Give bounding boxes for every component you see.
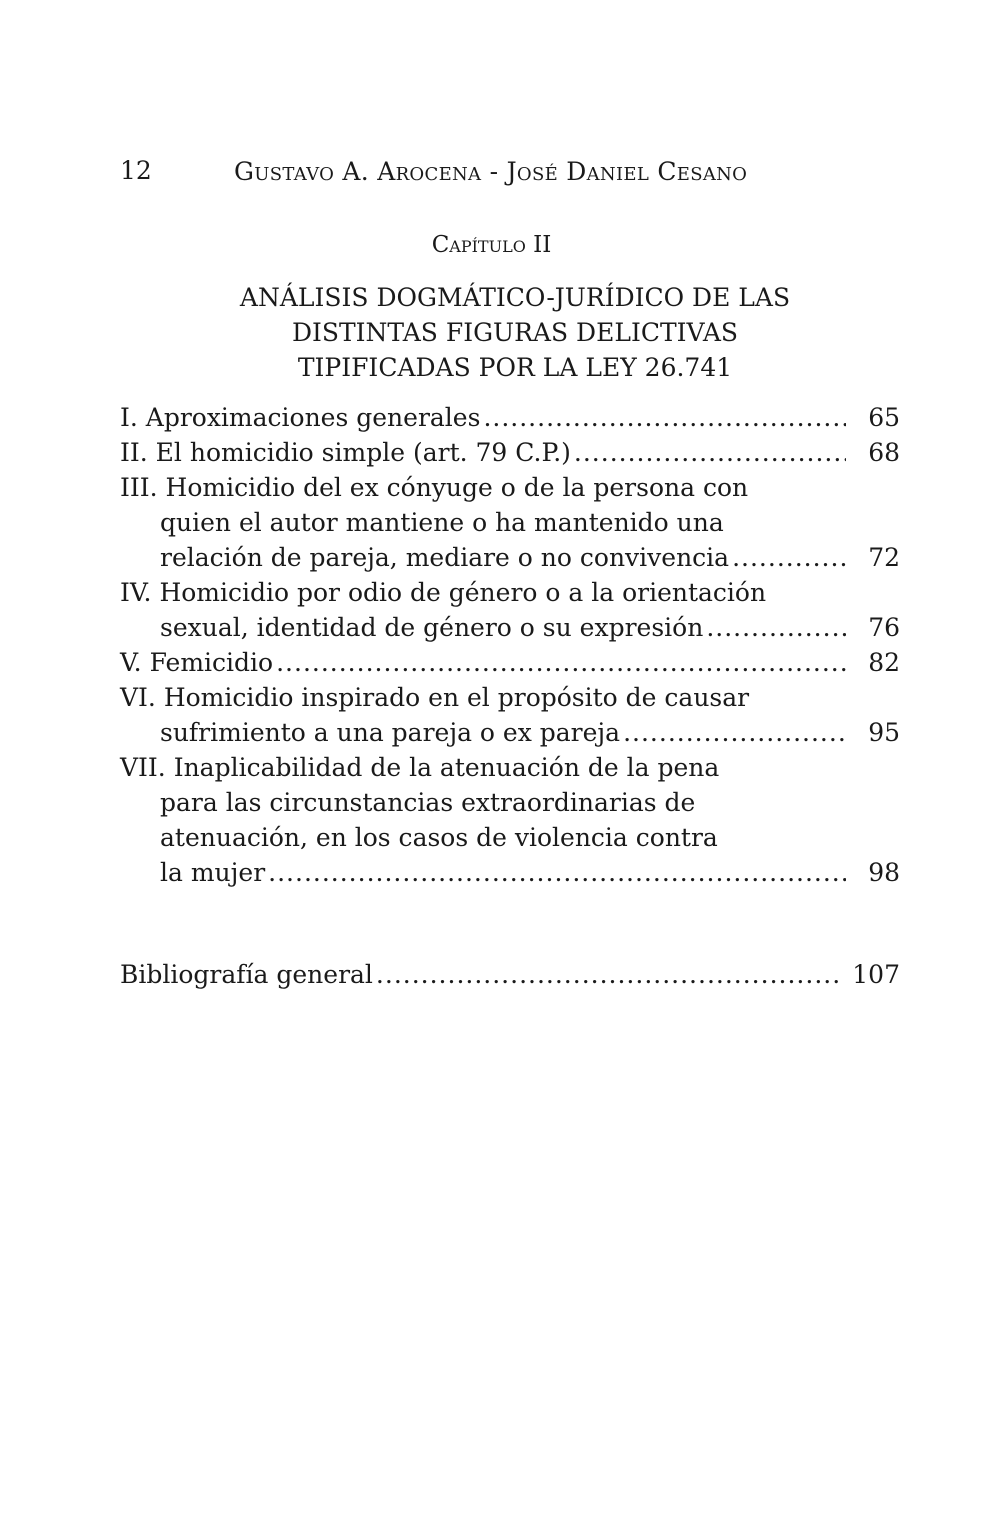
dot-leader xyxy=(706,610,846,645)
dot-leader xyxy=(376,957,840,992)
chapter-title-line: ANÁLISIS DOGMÁTICO-JURÍDICO DE LAS xyxy=(239,283,791,312)
bibliography-entry[interactable] xyxy=(120,957,900,992)
running-head: Gustavo A. Arocena - José Daniel Cesano xyxy=(234,157,748,186)
toc-page-number: 95 xyxy=(868,718,900,747)
toc-entry-text: III. Homicidio del ex cónyuge o de la persona con xyxy=(120,473,749,502)
toc-entry[interactable] xyxy=(120,680,900,750)
chapter-title-line: TIPIFICADAS POR LA LEY 26.741 xyxy=(297,353,733,382)
toc-entry-text: V. Femicidio xyxy=(120,648,274,677)
bibliography-page-number: 107 xyxy=(852,960,900,989)
chapter-title xyxy=(140,280,890,385)
toc-entry-text: VII. Inaplicabilidad de la atenuación de la pena xyxy=(120,753,720,782)
dot-leader xyxy=(276,645,846,680)
toc-entry-text: sexual, identidad de género o su expresión xyxy=(160,613,704,642)
table-of-contents xyxy=(120,400,900,890)
dot-leader xyxy=(623,715,846,750)
bibliography-label: Bibliografía general xyxy=(120,960,373,989)
chapter-title-line: DISTINTAS FIGURAS DELICTIVAS xyxy=(291,318,739,347)
page-number: 12 xyxy=(120,156,152,185)
chapter-label: Capítulo II xyxy=(431,232,552,258)
toc-entry[interactable] xyxy=(120,750,900,890)
toc-entry-text: para las circunstancias extraordinarias de xyxy=(160,788,696,817)
dot-leader xyxy=(574,435,846,470)
toc-entry-text: sufrimiento a una pareja o ex pareja xyxy=(160,718,621,747)
toc-entry-text: II. El homicidio simple (art. 79 C.P.) xyxy=(120,438,571,467)
toc-entry-text: quien el autor mantiene o ha mantenido una xyxy=(160,508,724,537)
toc-page-number: 68 xyxy=(868,438,900,467)
toc-entry-text: la mujer xyxy=(160,858,266,887)
toc-page-number: 76 xyxy=(868,613,900,642)
toc-entry[interactable] xyxy=(120,435,900,470)
toc-entry[interactable] xyxy=(120,470,900,575)
toc-entry[interactable] xyxy=(120,400,900,435)
dot-leader xyxy=(483,400,846,435)
dot-leader xyxy=(268,855,846,890)
toc-page-number: 72 xyxy=(868,543,900,572)
toc-entry-text: IV. Homicidio por odio de género o a la orientación xyxy=(120,578,767,607)
toc-entry-text: I. Aproximaciones generales xyxy=(120,403,481,432)
toc-entry-text: VI. Homicidio inspirado en el propósito de causar xyxy=(120,683,750,712)
dot-leader xyxy=(732,540,846,575)
toc-entry[interactable] xyxy=(120,645,900,680)
toc-entry[interactable] xyxy=(120,575,900,645)
toc-entry-text: relación de pareja, mediare o no convivencia xyxy=(160,543,730,572)
toc-page-number: 98 xyxy=(868,858,900,887)
toc-entry-text: atenuación, en los casos de violencia contra xyxy=(160,823,718,852)
toc-page-number: 82 xyxy=(868,648,900,677)
toc-page-number: 65 xyxy=(868,403,900,432)
